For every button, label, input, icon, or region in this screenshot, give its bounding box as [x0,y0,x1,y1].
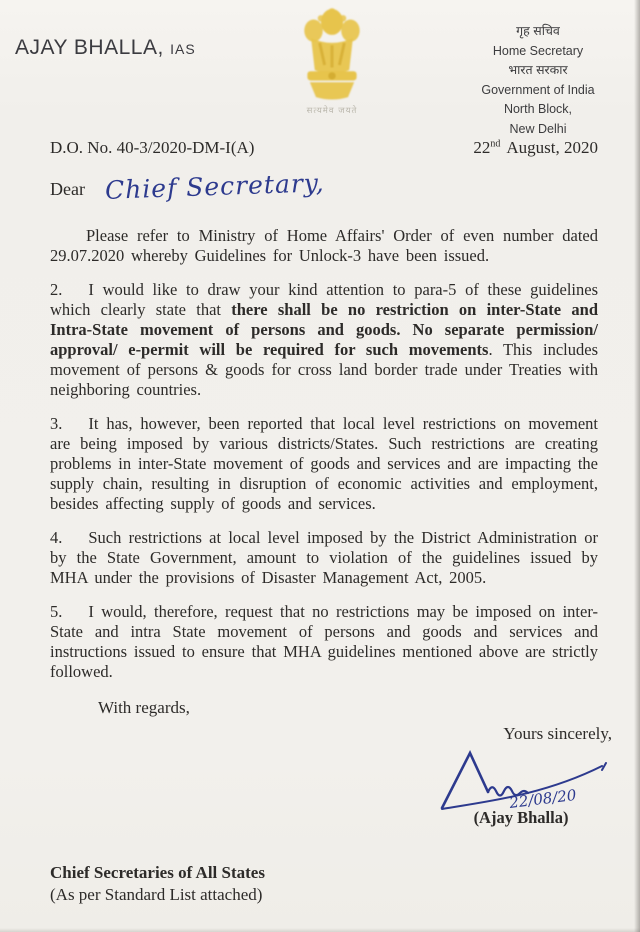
letterhead [0,0,640,136]
office-line-hindi-title: गृह सचिव [516,24,560,38]
national-emblem [291,6,373,116]
paragraph-5-text: I would, therefore, request that no restrictions may be imposed on inter-State and intra State movement of persons and goods and services and instructions issued to ensure that MHA guidelines mentioned above are strictly followed. [50,602,598,681]
date-ordinal: nd [490,138,501,150]
paragraph-4 [50,528,598,588]
paragraph-intro: Please refer to Ministry of Home Affairs' Order of even number dated 29.07.2020 whereby Guidelines for Unlock-3 have been issued. [50,226,598,265]
paragraph-5 [50,602,598,682]
footer-addressee-block [50,862,640,906]
office-line-hindi-govt: भारत सरकार [508,63,568,77]
reference-line [50,138,598,158]
letter-body [0,226,640,718]
paragraph-4-text: Such restrictions at local level imposed by the District Administration or by the State Government, amount to violation of the guidelines issued by MHA under the provisions of Disaster Management Act, 2005. [50,528,598,587]
office-line-govt: Government of India [481,82,595,97]
paragraph-5-number: 5. [50,602,63,621]
signature [426,746,616,818]
paragraph-2-bold: there shall be no restriction on inter-State and Intra-State movement of persons and goods. No separate permission/ approval/ e-permit will be required for such movements [50,300,598,359]
paragraph-3 [50,414,598,514]
sender-suffix: IAS [170,41,196,57]
closing-block [426,724,616,828]
salutation-printed: Dear [50,179,85,199]
ashoka-emblem-icon [295,89,369,106]
addressee-note: (As per Standard List attached) [50,885,263,904]
signature-date-text: 22/08/20 [508,785,578,812]
reference-number: D.O. No. 40-3/2020-DM-I(A) [50,138,255,157]
sender-name-text: AJAY BHALLA, [15,36,164,59]
sender-name [15,36,196,60]
addressee: Chief Secretaries of All States [50,863,265,882]
salutation [50,168,640,216]
paragraph-3-number: 3. [50,414,63,433]
letter-date [473,138,598,158]
paragraph-2-number: 2. [50,280,63,299]
paragraph-4-number: 4. [50,528,63,547]
signatory-name: (Ajay Bhalla) [473,808,569,827]
with-regards: With regards, [98,698,190,717]
paragraph-2-text-start: I would like to draw your kind attention to para-5 of these guidelines which clearly state that [50,280,598,319]
paragraph-2 [50,280,598,400]
valediction: Yours sincerely, [503,724,612,743]
office-line-block: North Block, [503,102,573,116]
paragraph-3-text: It has, however, been reported that local level restrictions on movement are being imposed by various districts/States. Such restrictions are creating problems in inter-State movement of goods and services and are impacting the supply chain, resulting in disruption of economic activities and employment, besides affecting supply of goods and services. [50,414,598,513]
date-month-year: August, 2020 [506,138,598,157]
scan-edge-bottom [0,928,640,932]
office-address-block [452,22,624,139]
date-day: 22 [473,138,491,157]
salutation-handwritten: Chief Secretary, [104,168,325,205]
office-line-title: Home Secretary [492,43,584,58]
paragraph-2-text-end: . This includes movement of persons & goods for cross land border trade under Treaties with neighboring countries. [50,340,598,399]
office-line-city: New Delhi [509,121,567,136]
emblem-motto: सत्यमेव जयते [306,106,358,116]
